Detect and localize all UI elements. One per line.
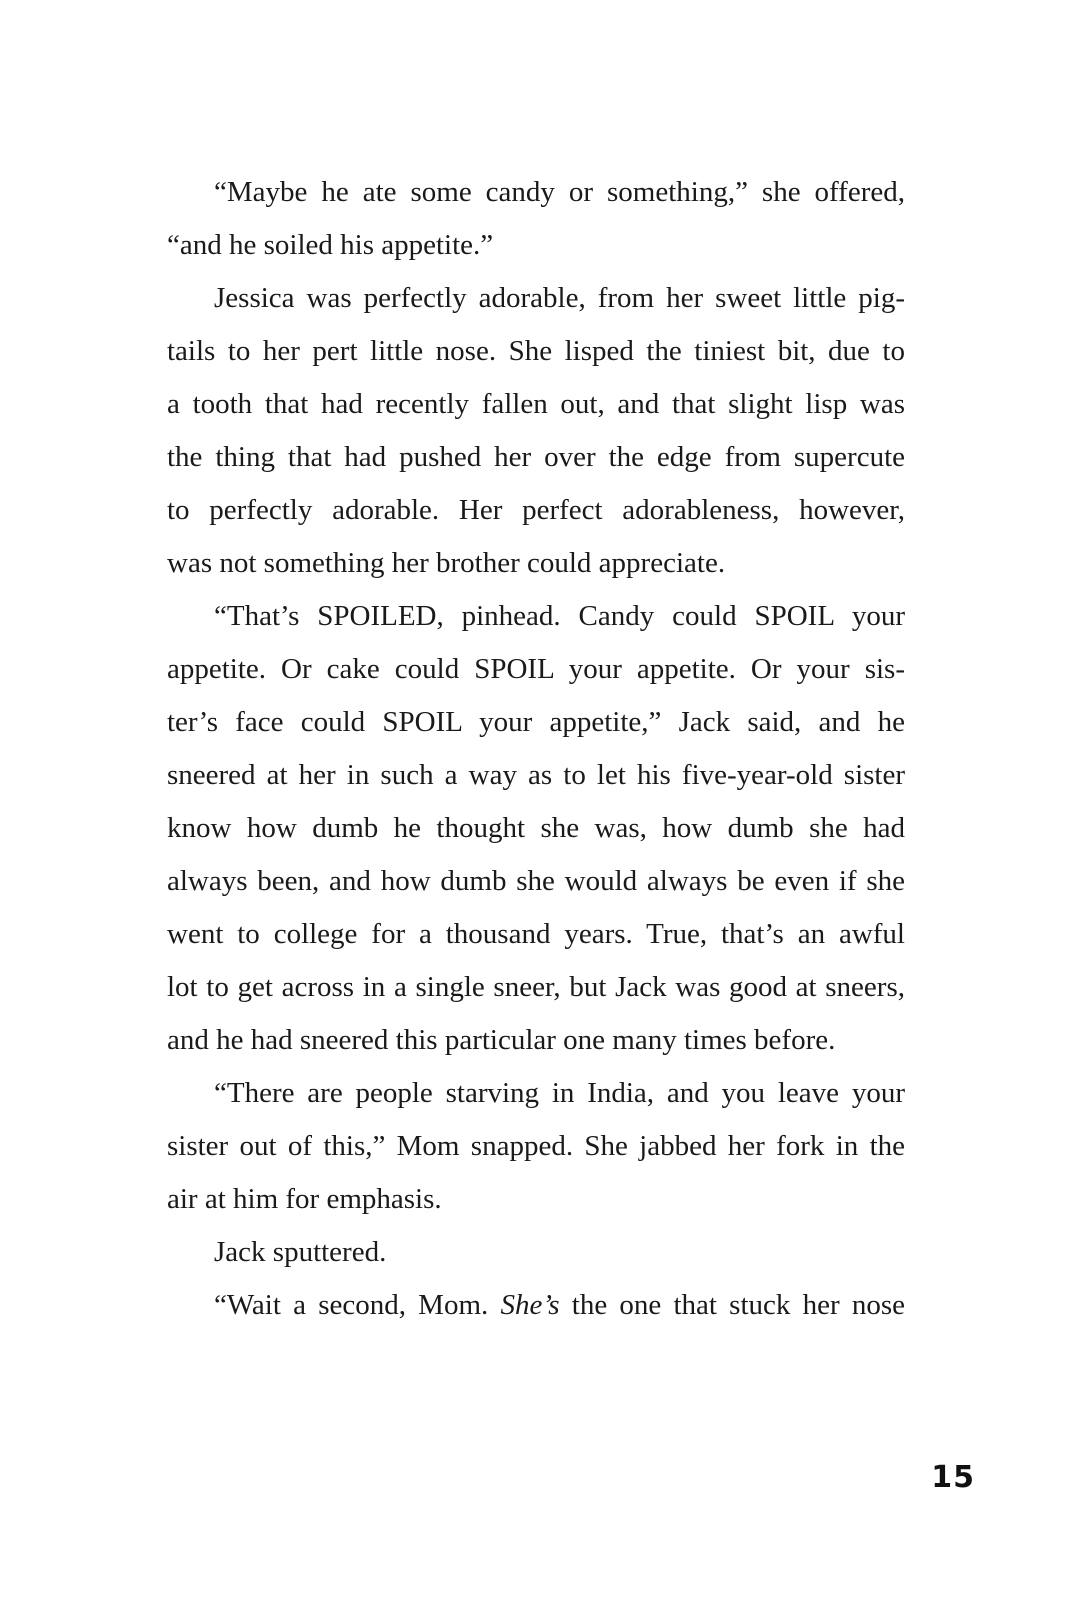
text-line: “There are people starving in India, and you leave your: [214, 1077, 905, 1109]
text-line: went to college for a thousand years. True, that’s an awful: [167, 918, 905, 950]
text-line: lot to get across in a single sneer, but Jack was good at sneers,: [167, 971, 905, 1003]
body-text: [167, 166, 905, 1332]
text-line: “That’s SPOILED, pinhead. Candy could SPOIL your: [214, 600, 905, 632]
text-line: was not something her brother could appreciate.: [167, 547, 726, 579]
text-line: “and he soiled his appetite.”: [167, 229, 494, 261]
text-line: air at him for emphasis.: [167, 1183, 442, 1215]
text-line: Jack sputtered.: [214, 1236, 387, 1268]
text-line: to perfectly adorable. Her perfect adorableness, however,: [167, 494, 905, 526]
text-line: sneered at her in such a way as to let his five-year-old sister: [167, 759, 905, 791]
text-line: know how dumb he thought she was, how dumb she had: [167, 812, 905, 844]
text-line-final: [167, 1279, 905, 1332]
text-line: sister out of this,” Mom snapped. She jabbed her fork in the: [167, 1130, 905, 1162]
text-line: Jessica was perfectly adorable, from her sweet little pig-: [214, 282, 905, 314]
text-line: a tooth that had recently fallen out, and that slight lisp was: [167, 388, 905, 420]
text-segment: the one that stuck her nose: [559, 1289, 905, 1321]
emphasis-text: She’s: [500, 1289, 560, 1321]
text-line: and he had sneered this particular one many times before.: [167, 1024, 836, 1056]
text-line: ter’s face could SPOIL your appetite,” Jack said, and he: [167, 706, 905, 738]
page-number: 15: [931, 1460, 975, 1495]
text-line: tails to her pert little nose. She lisped the tiniest bit, due to: [167, 335, 905, 367]
text-segment: “Wait a second, Mom.: [214, 1289, 501, 1321]
text-line: “Maybe he ate some candy or something,” she offered,: [214, 176, 905, 208]
text-line: always been, and how dumb she would always be even if she: [167, 865, 905, 897]
text-line: the thing that had pushed her over the edge from supercute: [167, 441, 905, 473]
text-line: appetite. Or cake could SPOIL your appetite. Or your sis-: [167, 653, 905, 685]
